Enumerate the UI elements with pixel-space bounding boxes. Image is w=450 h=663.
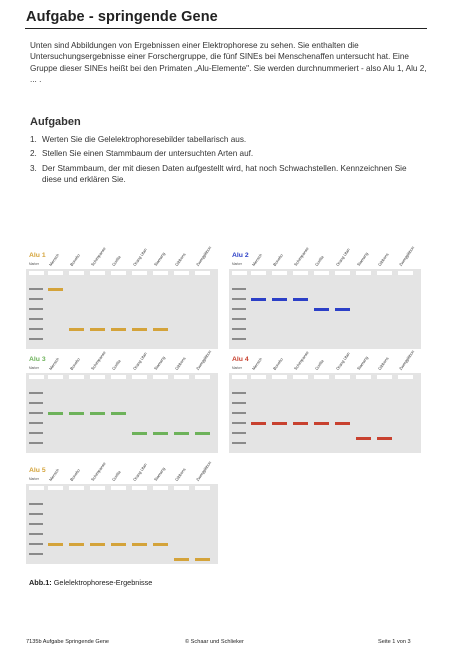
- lane-label: Bonobo: [68, 252, 81, 267]
- tasks-heading: Aufgaben: [30, 116, 81, 128]
- lane-label: Siamang: [152, 466, 167, 482]
- dna-band: [272, 422, 287, 425]
- marker-band: [29, 392, 43, 394]
- gel-well: [29, 375, 44, 379]
- gel-well: [174, 486, 189, 490]
- marker-band: [29, 523, 43, 525]
- dna-band: [251, 422, 266, 425]
- dna-band: [69, 543, 84, 546]
- gel-well: [335, 271, 350, 275]
- gel-marker-label: Marker: [232, 262, 242, 266]
- gel-well: [251, 375, 266, 379]
- marker-band: [29, 422, 43, 424]
- dna-band: [48, 412, 63, 415]
- dna-band: [111, 328, 126, 331]
- marker-band: [29, 503, 43, 505]
- lane-label: Gibbons: [376, 355, 390, 371]
- gel-well: [153, 486, 168, 490]
- task-number: 3.: [30, 163, 37, 173]
- gel-well: [132, 375, 147, 379]
- gel-well: [398, 375, 413, 379]
- lane-label: Bonobo: [68, 467, 81, 482]
- gel-well: [335, 375, 350, 379]
- gel-well: [272, 271, 287, 275]
- lane-label: Gorilla: [313, 358, 325, 371]
- gel-well: [356, 271, 371, 275]
- lane-label: Zwerggibbon: [194, 245, 213, 267]
- lane-label: Siamang: [152, 251, 167, 267]
- gel-body: [229, 373, 421, 453]
- lane-label: Siamang: [355, 355, 370, 371]
- dna-band: [153, 432, 168, 435]
- lane-label: Zwerggibbon: [194, 349, 213, 371]
- dna-band: [195, 558, 210, 561]
- lane-label: Schimpanse: [292, 246, 310, 267]
- gel-well: [314, 375, 329, 379]
- caption-label: Abb.1:: [29, 578, 52, 587]
- lane-label: Gorilla: [110, 358, 122, 371]
- gel-header: [26, 247, 218, 269]
- marker-band: [29, 298, 43, 300]
- marker-band: [29, 338, 43, 340]
- marker-band: [29, 543, 43, 545]
- lane-label: Gibbons: [376, 251, 390, 267]
- gel-body: [229, 269, 421, 349]
- lane-label: Mensch: [250, 356, 264, 371]
- marker-band: [29, 533, 43, 535]
- marker-band: [232, 338, 246, 340]
- gel-well: [69, 271, 84, 275]
- gel-well: [377, 271, 392, 275]
- title-divider: [25, 28, 427, 29]
- gel-title: Alu 3: [29, 356, 46, 363]
- gel-body: [26, 373, 218, 453]
- gel-title: Alu 5: [29, 467, 46, 474]
- lane-label: Zwerggibbon: [194, 460, 213, 482]
- footer-right: Seite 1 von 3: [378, 639, 411, 645]
- gel-well: [314, 271, 329, 275]
- marker-band: [232, 432, 246, 434]
- marker-band: [29, 412, 43, 414]
- task-item: [30, 134, 425, 145]
- gel-alu-2: [229, 247, 421, 349]
- lane-label: Bonobo: [68, 356, 81, 371]
- marker-band: [232, 402, 246, 404]
- dna-band: [132, 432, 147, 435]
- gel-well: [398, 271, 413, 275]
- lane-label: Orang Utan: [131, 247, 148, 267]
- gel-well: [132, 271, 147, 275]
- gel-header: [26, 351, 218, 373]
- gel-well: [251, 271, 266, 275]
- task-number: 1.: [30, 135, 37, 144]
- marker-band: [232, 328, 246, 330]
- lane-label: Zwerggibbon: [397, 349, 416, 371]
- dna-band: [335, 308, 350, 311]
- marker-band: [232, 288, 246, 290]
- gel-well: [195, 271, 210, 275]
- task-item: [30, 163, 425, 186]
- marker-band: [29, 432, 43, 434]
- marker-band: [232, 412, 246, 414]
- dna-band: [90, 543, 105, 546]
- gel-well: [293, 271, 308, 275]
- lane-label: Mensch: [47, 467, 61, 482]
- dna-band: [377, 437, 392, 440]
- dna-band: [111, 412, 126, 415]
- dna-band: [111, 543, 126, 546]
- lane-label: Mensch: [47, 252, 61, 267]
- lane-label: Bonobo: [271, 356, 284, 371]
- gel-well: [29, 486, 44, 490]
- dna-band: [174, 432, 189, 435]
- gel-title: Alu 1: [29, 252, 46, 259]
- lane-label: Gorilla: [313, 254, 325, 267]
- dna-band: [335, 422, 350, 425]
- gel-well: [69, 486, 84, 490]
- gel-marker-label: Marker: [29, 366, 39, 370]
- gel-well: [232, 271, 247, 275]
- gel-well: [132, 486, 147, 490]
- marker-band: [232, 308, 246, 310]
- lane-label: Orang Utan: [334, 247, 351, 267]
- gel-header: [229, 351, 421, 373]
- gel-well: [90, 486, 105, 490]
- dna-band: [69, 328, 84, 331]
- task-number: 2.: [30, 149, 37, 159]
- footer-left: 7135b Aufgabe Springende Gene: [26, 639, 110, 645]
- gel-well: [90, 271, 105, 275]
- lane-label: Zwerggibbon: [397, 245, 416, 267]
- lane-label: Schimpanse: [89, 246, 107, 267]
- dna-band: [153, 543, 168, 546]
- footer-center: © Schaar und Schlieker: [185, 639, 244, 645]
- gel-well: [232, 375, 247, 379]
- dna-band: [195, 432, 210, 435]
- marker-band: [232, 318, 246, 320]
- gel-well: [69, 375, 84, 379]
- gel-alu-1: [26, 247, 218, 349]
- gel-body: [26, 269, 218, 349]
- marker-band: [29, 288, 43, 290]
- gel-body: [26, 484, 218, 564]
- gel-well: [174, 271, 189, 275]
- gel-alu-4: [229, 351, 421, 453]
- lane-label: Schimpanse: [292, 350, 310, 371]
- lane-label: Gibbons: [173, 251, 187, 267]
- marker-band: [232, 422, 246, 424]
- marker-band: [29, 402, 43, 404]
- dna-band: [314, 422, 329, 425]
- gel-marker-label: Marker: [29, 477, 39, 481]
- task-text: Stellen Sie einen Stammbaum der untersuchten Arten auf.: [42, 149, 254, 159]
- gel-well: [111, 271, 126, 275]
- dna-band: [293, 298, 308, 301]
- gel-title: Alu 2: [232, 252, 249, 259]
- dna-band: [90, 412, 105, 415]
- gel-well: [48, 271, 63, 275]
- gel-marker-label: Marker: [29, 262, 39, 266]
- gel-well: [293, 375, 308, 379]
- gel-well: [111, 375, 126, 379]
- lane-label: Schimpanse: [89, 350, 107, 371]
- page-title: Aufgabe - springende Gene: [26, 9, 218, 25]
- dna-band: [293, 422, 308, 425]
- lane-label: Mensch: [250, 252, 264, 267]
- dna-band: [132, 543, 147, 546]
- lane-label: Orang Utan: [131, 462, 148, 482]
- lane-label: Gorilla: [110, 254, 122, 267]
- gel-header: [26, 462, 218, 484]
- dna-band: [69, 412, 84, 415]
- gel-header: [229, 247, 421, 269]
- marker-band: [29, 328, 43, 330]
- dna-band: [132, 328, 147, 331]
- dna-band: [90, 328, 105, 331]
- gel-well: [29, 271, 44, 275]
- lane-label: Mensch: [47, 356, 61, 371]
- dna-band: [153, 328, 168, 331]
- marker-band: [232, 442, 246, 444]
- dna-band: [314, 308, 329, 311]
- gel-well: [90, 375, 105, 379]
- gel-alu-3: [26, 351, 218, 453]
- lane-label: Bonobo: [271, 252, 284, 267]
- task-item: [30, 148, 425, 159]
- marker-band: [232, 298, 246, 300]
- marker-band: [29, 553, 43, 555]
- gel-title: Alu 4: [232, 356, 249, 363]
- marker-band: [232, 392, 246, 394]
- dna-band: [356, 437, 371, 440]
- dna-band: [48, 543, 63, 546]
- task-text: Werten Sie die Gelelektrophoresebilder tabellarisch aus.: [42, 135, 247, 144]
- gel-well: [153, 271, 168, 275]
- lane-label: Gorilla: [110, 469, 122, 482]
- gel-well: [356, 375, 371, 379]
- gel-marker-label: Marker: [232, 366, 242, 370]
- dna-band: [272, 298, 287, 301]
- gel-well: [377, 375, 392, 379]
- lane-label: Siamang: [355, 251, 370, 267]
- marker-band: [29, 442, 43, 444]
- dna-band: [48, 288, 63, 291]
- lane-label: Orang Utan: [334, 351, 351, 371]
- marker-band: [29, 513, 43, 515]
- dna-band: [174, 558, 189, 561]
- lane-label: Orang Utan: [131, 351, 148, 371]
- gel-well: [195, 486, 210, 490]
- figure-caption: [29, 578, 152, 587]
- gel-well: [174, 375, 189, 379]
- task-text: Der Stammbaum, der mit diesen Daten aufgestellt wird, hat noch Schwachstellen. Kennzeichnen Sie diese und erklären Sie.: [42, 163, 407, 185]
- marker-band: [29, 308, 43, 310]
- lane-label: Gibbons: [173, 355, 187, 371]
- caption-text: Gelelektrophorese-Ergebnisse: [53, 578, 153, 587]
- lane-label: Siamang: [152, 355, 167, 371]
- gel-well: [48, 375, 63, 379]
- marker-band: [29, 318, 43, 320]
- dna-band: [251, 298, 266, 301]
- gel-alu-5: [26, 462, 218, 564]
- gel-well: [272, 375, 287, 379]
- gel-well: [48, 486, 63, 490]
- intro-paragraph: Unten sind Abbildungen von Ergebnissen einer Elektrophorese zu sehen. Sie enthalten die Untersuchungsergebnisse einer Forschergruppe, die fünf SINEs bei Menschenaffen untersucht hat. Eine Gruppe dieser SINEs heißt bei den Primaten „Alu-Elemente". Sie werden durchnummeriert - also Alu 1, Alu 2, ... .: [30, 41, 427, 85]
- gel-well: [153, 375, 168, 379]
- gel-well: [111, 486, 126, 490]
- gel-well: [195, 375, 210, 379]
- lane-label: Gibbons: [173, 466, 187, 482]
- lane-label: Schimpanse: [89, 461, 107, 482]
- task-list: [30, 134, 425, 189]
